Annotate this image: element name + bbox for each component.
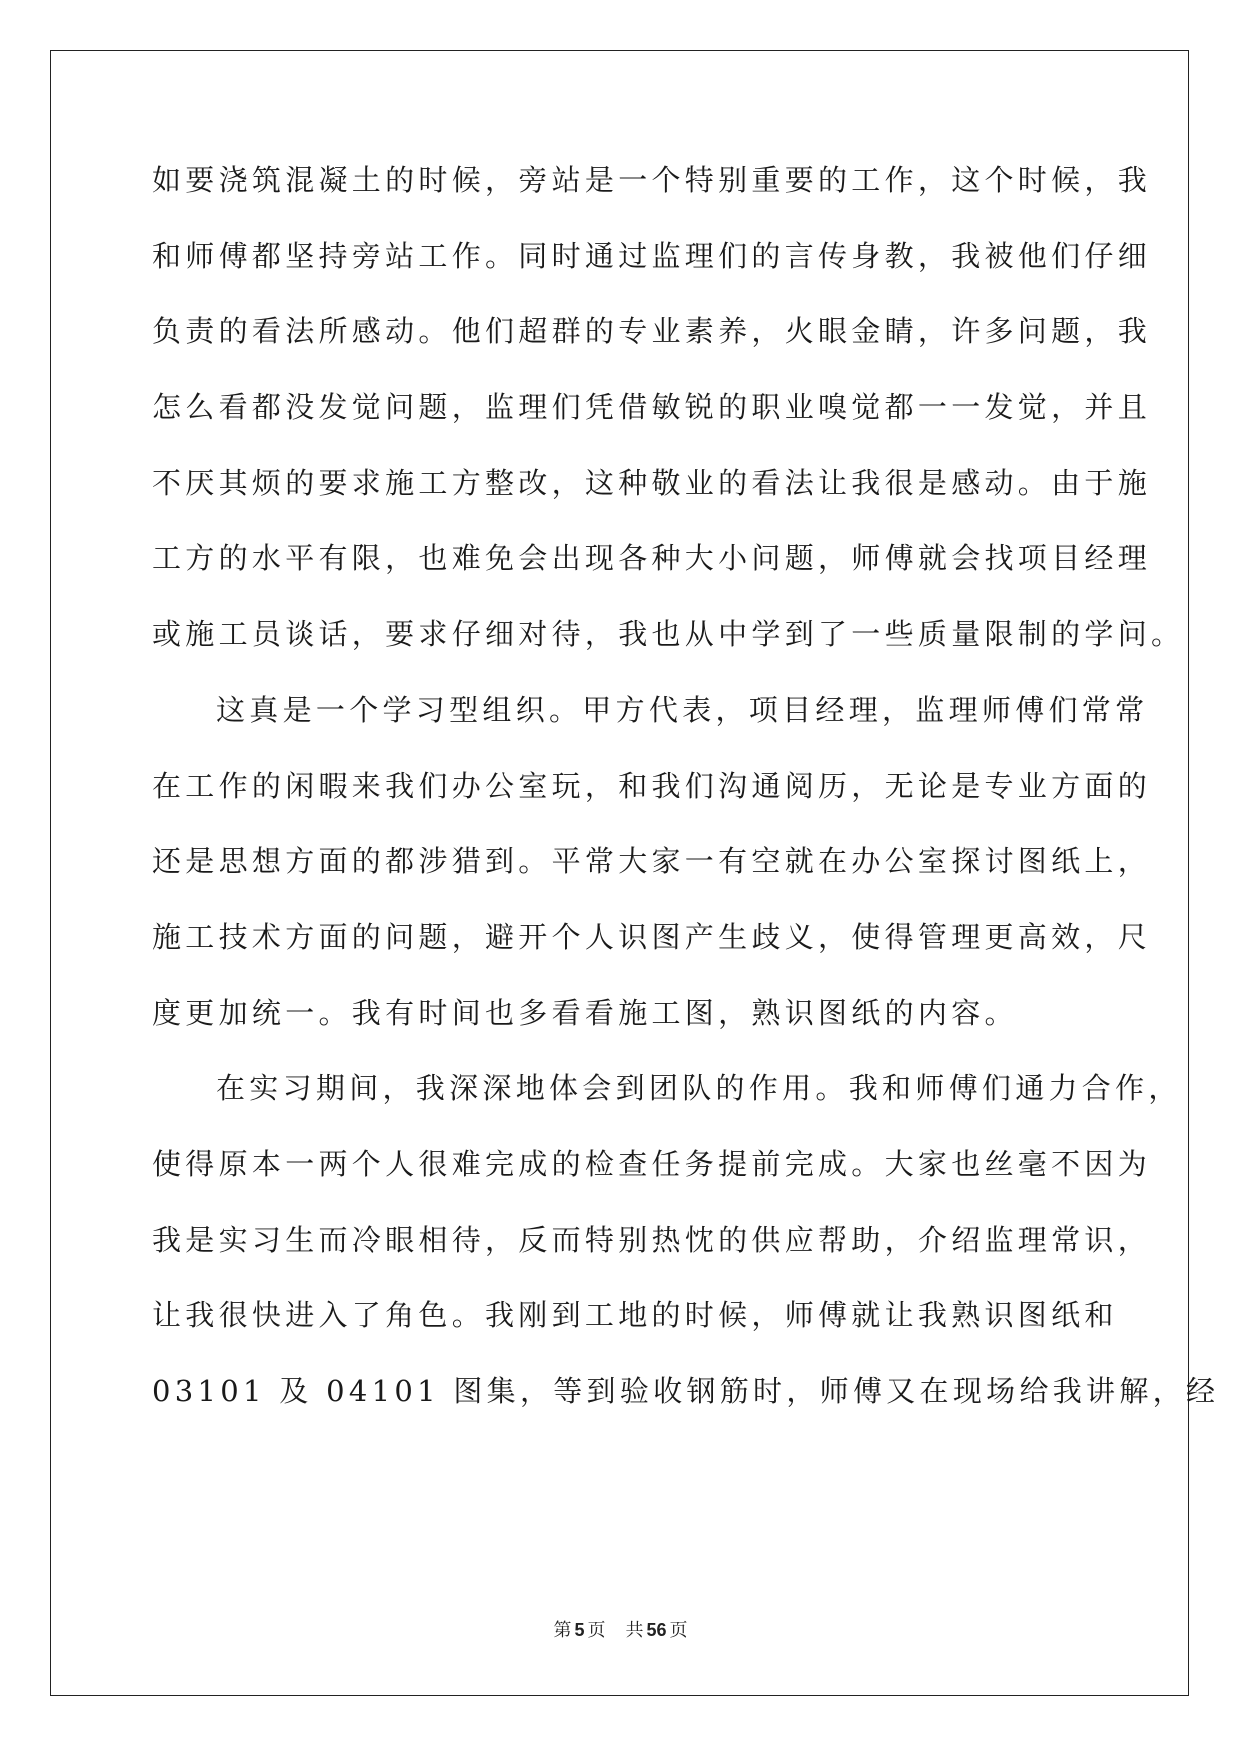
footer-total-unit: 页 [669, 1620, 688, 1641]
text-line: 如要浇筑混凝土的时候，旁站是一个特别重要的工作，这个时候，我 [152, 163, 1152, 197]
text-line: 工方的水平有限，也难免会出现各种大小问题，师傅就会找项目经理 [152, 541, 1152, 576]
footer-prefix: 第 [553, 1620, 572, 1641]
current-page-number: 5 [574, 1620, 585, 1640]
text-line: 怎么看都没发觉问题，监理们凭借敏锐的职业嗅觉都一一发觉，并且 [152, 390, 1152, 425]
text-line: 还是思想方面的都涉猎到。平常大家一有空就在办公室探讨图纸上， [152, 844, 1152, 879]
footer-page-unit: 页 [587, 1620, 606, 1641]
document-body [152, 160, 1220, 1447]
paragraph-start-line: 在实习期间，我深深地体会到团队的作用。我和师傅们通力合作， [216, 1071, 1182, 1106]
text-line: 在工作的闲暇来我们办公室玩，和我们沟通阅历，无论是专业方面的 [152, 768, 1152, 803]
text-line: 03101 及 04101 图集，等到验收钢筋时，师傅又在现场给我讲解，经 [152, 1374, 1220, 1408]
total-pages-number: 56 [646, 1620, 667, 1640]
text-line: 施工技术方面的问题，避开个人识图产生歧义，使得管理更高效，尺 [152, 919, 1152, 954]
text-line: 让我很快进入了角色。我刚到工地的时候，师傅就让我熟识图纸和 [152, 1298, 1118, 1333]
footer-total-prefix: 共 [625, 1620, 644, 1641]
text-line: 度更加统一。我有时间也多看看施工图，熟识图纸的内容。 [152, 995, 1018, 1030]
text-line: 不厌其烦的要求施工方整改，这种敬业的看法让我很是感动。由于施 [152, 465, 1152, 500]
text-line: 我是实习生而冷眼相待，反而特别热忱的供应帮助，介绍监理常识， [152, 1222, 1152, 1257]
paragraph-start-line: 这真是一个学习型组织。甲方代表，项目经理，监理师傅们常常 [216, 692, 1149, 727]
text-line: 和师傅都坚持旁站工作。同时通过监理们的言传身教，我被他们仔细 [152, 238, 1152, 273]
text-line: 或施工员谈话，要求仔细对待，我也从中学到了一些质量限制的学问。 [152, 617, 1185, 652]
page-footer [0, 1618, 1241, 1643]
text-line: 使得原本一两个人很难完成的检查任务提前完成。大家也丝毫不因为 [152, 1146, 1152, 1181]
text-line: 负责的看法所感动。他们超群的专业素养，火眼金睛，许多问题，我 [152, 314, 1152, 349]
